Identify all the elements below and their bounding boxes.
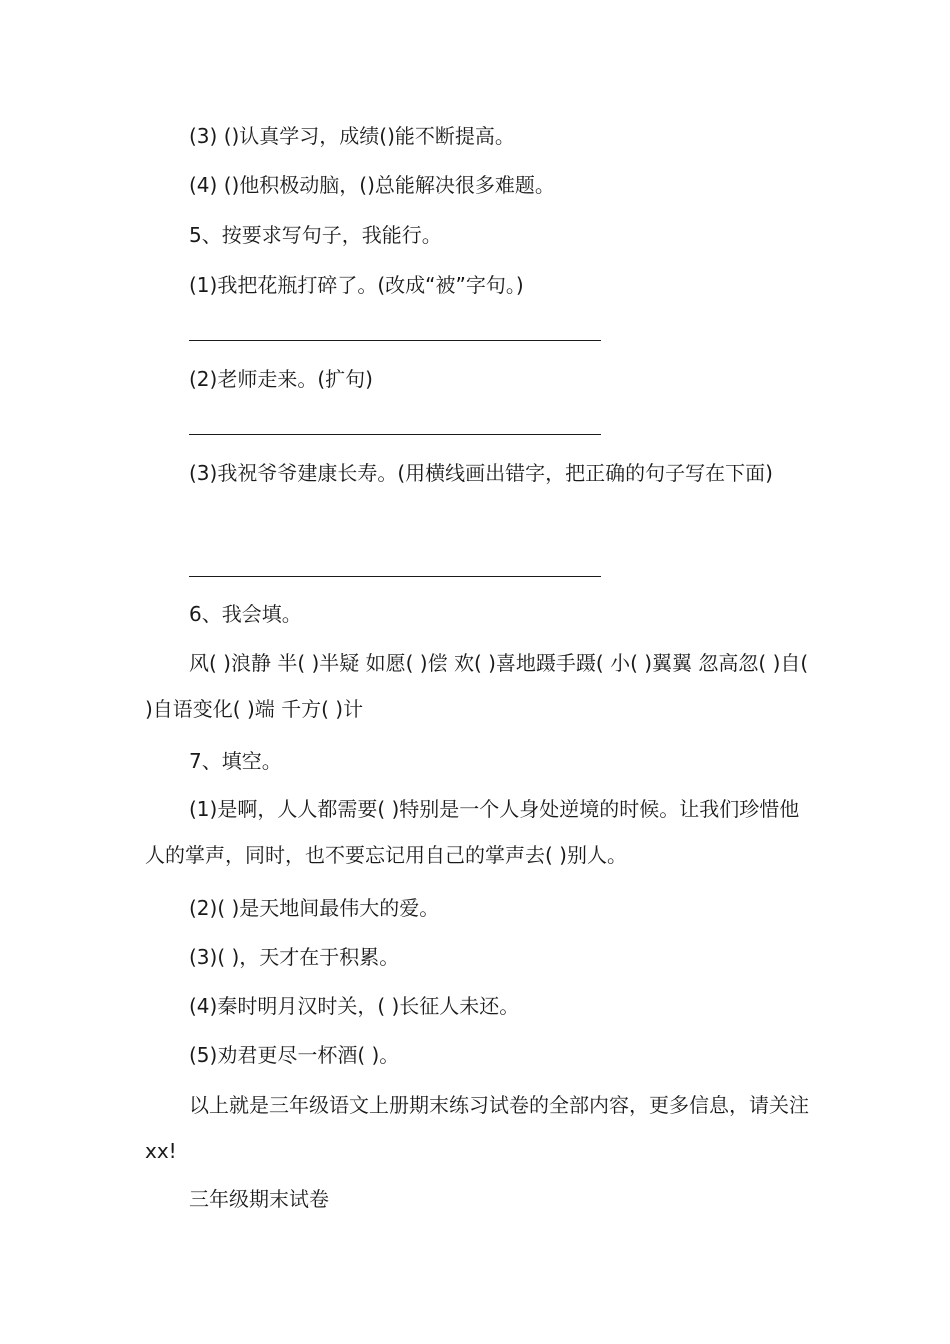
answer-line-1: [189, 340, 601, 341]
fill-task-5: (5)劝君更尽一杯酒( )。: [189, 1043, 400, 1067]
answer-line-2: [189, 434, 601, 435]
fill-task-2: (2)( )是天地间最伟大的爱。: [189, 896, 440, 920]
sentence-task-3: (3)我祝爷爷建康长寿。(用横线画出错字，把正确的句子写在下面): [189, 461, 773, 485]
question-3-line: (3) ()认真学习，成绩()能不断提高。: [189, 124, 515, 148]
question-4-line: (4) ()他积极动脑，()总能解决很多难题。: [189, 173, 555, 197]
sentence-task-2: (2)老师走来。(扩句): [189, 367, 373, 391]
fill-task-1: (1)是啊，人人都需要( )特别是一个人身处逆境的时候。让我们珍惜他人的掌声，同时，也不要忘记用自己的掌声去( )别人。: [145, 797, 800, 867]
fill-task-3: (3)( )，天才在于积累。: [189, 945, 400, 969]
section-7-heading: 7、填空。: [189, 749, 282, 773]
idiom-fill-line: 风( )浪静 半( )半疑 如愿( )偿 欢( )喜地蹑手蹑( 小( )翼翼 忽高忽( )自( )自语变化( )端 千方( )计: [145, 651, 809, 721]
answer-line-3: [189, 576, 601, 577]
fill-task-4: (4)秦时明月汉时关，( )长征人未还。: [189, 994, 520, 1018]
sentence-task-1: (1)我把花瓶打碎了。(改成“被”字句。): [189, 273, 524, 297]
section-6-heading: 6、我会填。: [189, 602, 302, 626]
next-title: 三年级期末试卷: [189, 1187, 329, 1211]
section-5-heading: 5、按要求写句子，我能行。: [189, 223, 442, 247]
closing-note: 以上就是三年级语文上册期末练习试卷的全部内容，更多信息，请关注 xx!: [145, 1093, 809, 1163]
